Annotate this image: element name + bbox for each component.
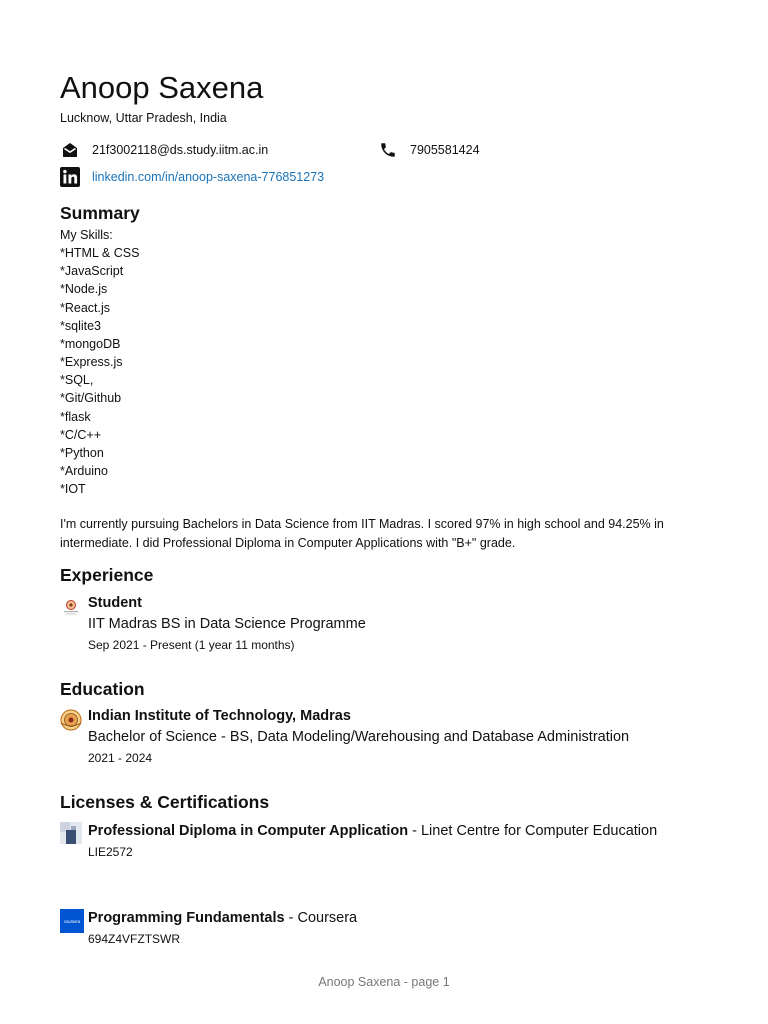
summary-paragraph: I'm currently pursuing Bachelors in Data Science from IIT Madras. I scored 97% in high school and 94.25% in intermediate. I did Professional Diploma in Computer Applications with "B+" grade. xyxy=(60,517,664,550)
candidate-location: Lucknow, Uttar Pradesh, India xyxy=(60,111,227,125)
linet-logo-icon xyxy=(60,822,82,844)
experience-organization: IIT Madras BS in Data Science Programme xyxy=(88,616,366,632)
licenses-heading: Licenses & Certifications xyxy=(60,792,270,812)
education-degree: Bachelor of Science - BS, Data Modeling/Warehousing and Database Administration xyxy=(88,729,630,745)
skill-item: *Python xyxy=(60,445,104,460)
education-entry xyxy=(60,707,720,767)
experience-dates: Sep 2021 - Present (1 year 11 months) xyxy=(88,638,295,652)
phone-text[interactable]: 7905581424 xyxy=(410,143,480,157)
page-footer: Anoop Saxena - page 1 xyxy=(318,975,450,989)
license-name: Professional Diploma in Computer Application xyxy=(88,823,409,839)
education-dates: 2021 - 2024 xyxy=(88,751,153,765)
skill-item: *flask xyxy=(60,409,91,424)
linkedin-link[interactable]: linkedin.com/in/anoop-saxena-776851273 xyxy=(92,170,325,184)
license-name: Programming Fundamentals xyxy=(88,910,285,926)
experience-entry xyxy=(60,594,720,654)
candidate-name: Anoop Saxena xyxy=(60,70,264,105)
skill-item: *sqlite3 xyxy=(60,318,101,333)
skill-item: *mongoDB xyxy=(60,336,121,351)
skill-item: *Git/Github xyxy=(60,391,122,406)
linkedin-icon xyxy=(60,167,80,187)
license-entry xyxy=(60,820,720,861)
license-entry xyxy=(60,907,720,948)
experience-heading: Experience xyxy=(60,565,154,585)
license-heading xyxy=(88,820,720,842)
coursera-logo-text: coursera xyxy=(63,919,81,924)
skill-item: *C/C++ xyxy=(60,427,101,442)
iitm-seal-icon xyxy=(60,709,82,731)
phone-contact xyxy=(378,140,480,160)
skill-item: *SQL, xyxy=(60,373,94,388)
skills-list xyxy=(60,226,139,498)
skill-item: *Arduino xyxy=(60,464,108,479)
license-issuer: - Coursera xyxy=(284,910,358,926)
license-id: 694Z4VFZTSWR xyxy=(88,932,181,946)
phone-icon xyxy=(378,140,398,160)
skill-item: *HTML & CSS xyxy=(60,246,140,261)
skill-item: *Express.js xyxy=(60,355,123,370)
skill-item: *JavaScript xyxy=(60,264,124,279)
email-contact xyxy=(60,140,268,160)
license-id: LIE2572 xyxy=(88,845,133,859)
iitm-logo-icon xyxy=(60,596,82,618)
license-issuer: - Linet Centre for Computer Education xyxy=(408,823,658,839)
skill-item: *IOT xyxy=(60,482,86,497)
education-heading: Education xyxy=(60,679,145,699)
email-text[interactable]: 21f3002118@ds.study.iitm.ac.in xyxy=(92,143,269,157)
skill-item: *React.js xyxy=(60,300,111,315)
skills-label: My Skills: xyxy=(60,228,113,242)
envelope-icon xyxy=(60,140,80,160)
experience-role: Student xyxy=(88,595,142,611)
linkedin-contact xyxy=(60,167,324,187)
skill-item: *Node.js xyxy=(60,282,108,297)
license-heading xyxy=(88,907,720,929)
summary-heading: Summary xyxy=(60,203,140,223)
coursera-logo-icon xyxy=(60,909,82,931)
education-school: Indian Institute of Technology, Madras xyxy=(88,708,351,724)
